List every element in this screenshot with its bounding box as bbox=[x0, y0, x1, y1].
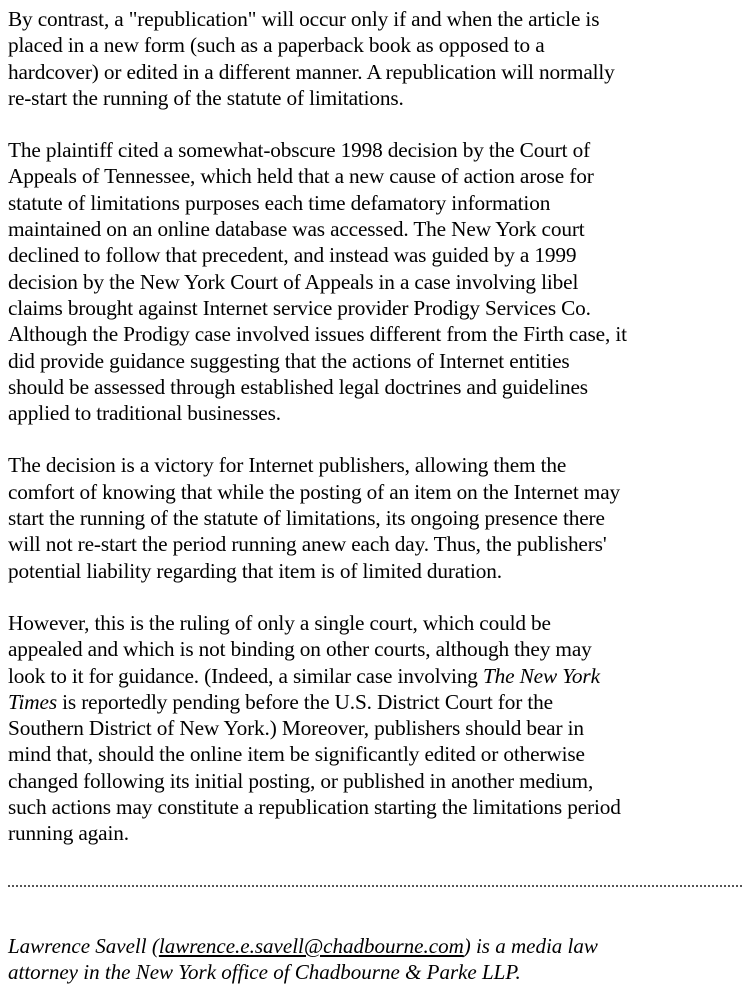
text-line: potential liability regarding that item is of limited duration. bbox=[8, 558, 502, 583]
text-line: claims brought against Internet service provider Prodigy Services Co. bbox=[8, 295, 591, 320]
text-line: Although the Prodigy case involved issues different from the Firth case, it bbox=[8, 322, 627, 347]
byline-line bbox=[8, 933, 748, 959]
text-line: However, this is the ruling of only a single court, which could be bbox=[8, 610, 551, 635]
text-line: statute of limitations purposes each time defamatory information bbox=[8, 190, 551, 215]
author-byline bbox=[8, 933, 748, 985]
text-segment: ) is a media law bbox=[463, 934, 598, 958]
publication-title-italic: Times bbox=[8, 689, 57, 714]
text-line: Southern District of New York.) Moreover, publishers should bear in bbox=[8, 716, 584, 741]
text-line: should be assessed through established legal doctrines and guidelines bbox=[8, 374, 588, 399]
paragraph-plaintiff bbox=[8, 137, 748, 426]
text-line: declined to follow that precedent, and instead was guided by a 1999 bbox=[8, 243, 577, 268]
text-segment: is reportedly pending before the U.S. District Court for the bbox=[56, 689, 553, 714]
text-line bbox=[8, 689, 748, 715]
article-body bbox=[8, 6, 748, 873]
text-segment: look to it for guidance. (Indeed, a similar case involving bbox=[8, 663, 483, 688]
text-line: placed in a new form (such as a paperback book as opposed to a bbox=[8, 33, 545, 58]
text-line: such actions may constitute a republication starting the limitations period bbox=[8, 795, 621, 820]
author-name: Lawrence Savell bbox=[8, 934, 147, 958]
paragraph-however bbox=[8, 610, 748, 847]
text-line: Appeals of Tennessee, which held that a new cause of action arose for bbox=[8, 164, 594, 189]
text-line: mind that, should the online item be significantly edited or otherwise bbox=[8, 742, 585, 767]
text-line: The plaintiff cited a somewhat-obscure 1998 decision by the Court of bbox=[8, 138, 591, 163]
paragraph-decision-victory bbox=[8, 452, 748, 583]
text-line: comfort of knowing that while the posting of an item on the Internet may bbox=[8, 479, 620, 504]
text-line bbox=[8, 663, 748, 689]
text-line: maintained on an online database was accessed. The New York court bbox=[8, 217, 585, 242]
text-line: will not re-start the period running anew each day. Thus, the publishers' bbox=[8, 532, 607, 557]
text-line: did provide guidance suggesting that the actions of Internet entities bbox=[8, 348, 570, 373]
text-line: hardcover) or edited in a different manner. A republication will normally bbox=[8, 59, 615, 84]
text-line: re-start the running of the statute of limitations. bbox=[8, 85, 404, 110]
text-line: changed following its initial posting, or published in another medium, bbox=[8, 768, 594, 793]
text-line: applied to traditional businesses. bbox=[8, 401, 281, 426]
text-line: decision by the New York Court of Appeals in a case involving libel bbox=[8, 269, 579, 294]
text-line: The decision is a victory for Internet publishers, allowing them the bbox=[8, 453, 567, 478]
text-line: appealed and which is not binding on other courts, although they may bbox=[8, 637, 592, 662]
text-line: running again. bbox=[8, 821, 129, 846]
dotted-divider bbox=[8, 885, 742, 887]
text-segment: ( bbox=[146, 934, 159, 958]
text-line: start the running of the statute of limitations, its ongoing presence there bbox=[8, 506, 605, 531]
publication-title-italic: The New York bbox=[482, 663, 600, 688]
text-line: By contrast, a "republication" will occur only if and when the article is bbox=[8, 7, 600, 31]
author-email-link[interactable]: lawrence.e.savell@chadbourne.com bbox=[158, 934, 464, 958]
paragraph-republication bbox=[8, 6, 748, 111]
byline-line: attorney in the New York office of Chadbourne & Parke LLP. bbox=[8, 960, 521, 984]
